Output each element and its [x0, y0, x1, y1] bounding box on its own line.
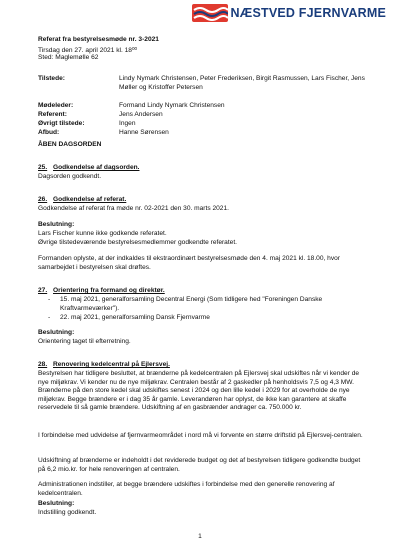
section-28-title: Renovering kedelcentral på Ejlersvej.	[53, 361, 170, 368]
meeting-time-minutes: 00	[131, 46, 138, 51]
section-28-paragraph-2: I forbindelse med udvidelse af fjernvarmeområdet i nord må vi forvente en større driftstid på Ejlersvej-centralen.	[38, 432, 363, 439]
section-25-heading	[38, 164, 368, 173]
absent-value: Hanne Sørensen	[119, 129, 169, 136]
company-logo	[192, 4, 386, 22]
section-28-decision-text: Indstilling godkendt.	[38, 509, 97, 516]
meeting-date-text: Tirsdag den 27. april 2021 kl. 18	[38, 47, 132, 54]
attendees-label: Tilstede:	[38, 75, 65, 82]
bullet-dash: -	[48, 314, 51, 321]
bullet-text: 22. maj 2021, generalforsamling Dansk Fjernvarme	[60, 314, 210, 321]
section-26-note: Formanden oplyste, at der indkaldes til ekstraordinært bestyrelsesmøde den 4. maj 2021 kl. 18.00, hvor samarbejdet i bestyrelsen skal drøftes.	[38, 255, 340, 271]
referent-value: Jens Andersen	[119, 111, 163, 118]
section-26-number: 26.	[38, 196, 48, 203]
section-27-bullet-2	[38, 314, 368, 323]
section-26-heading	[38, 196, 368, 205]
section-28-number: 28.	[38, 361, 48, 368]
document-title: Referat fra bestyrelsesmøde nr. 3-2021	[38, 36, 159, 43]
section-25-text: Dagsorden godkendt.	[38, 173, 102, 180]
section-28-paragraph-3: Udskiftning af brænderne er indeholdt i det reviderede budget og det af bestyrelsen tidligere godkendte budget på 6,2 mio.kr. for hele renoveringen af centralen.	[38, 457, 361, 473]
section-27-number: 27.	[38, 287, 48, 294]
section-26-decision-line-2: Øvrige tilstedeværende bestyrelsesmedlemmer godkendte referatet.	[38, 239, 238, 246]
bullet-dash: -	[48, 296, 51, 303]
section-25-number: 25.	[38, 164, 48, 171]
section-28-heading	[38, 361, 368, 370]
others-present-label: Øvrigt tilstede:	[38, 120, 85, 127]
open-agenda-heading: ÅBEN DAGSORDEN	[38, 141, 102, 148]
attendees-value: Lindy Nymark Christensen, Peter Frederiksen, Birgit Rasmussen, Lars Fischer, Jens Møller og Kristoffer Petersen	[119, 75, 365, 91]
section-26-text: Godkendelse af referat fra møde nr. 02-2021 den 30. marts 2021.	[38, 205, 229, 212]
section-26-decision-line-1: Lars Fischer kunne ikke godkende referatet.	[38, 230, 167, 237]
section-27-title: Orientering fra formand og direktør.	[53, 287, 165, 294]
section-26-decision-label: Beslutning:	[38, 221, 75, 228]
section-28-paragraph-4: Administrationen indstiller, at begge brændere udskiftes i forbindelse med den generelle renovering af kedelcentralen.	[38, 481, 335, 497]
page-number: 1	[198, 533, 202, 540]
section-27-heading	[38, 287, 368, 296]
section-26-title: Godkendelse af referat.	[53, 196, 127, 203]
section-27-decision-label: Beslutning:	[38, 329, 75, 336]
chair-value: Formand Lindy Nymark Christensen	[119, 102, 225, 109]
absent-label: Afbud:	[38, 129, 60, 136]
section-28-decision-label: Beslutning:	[38, 500, 75, 507]
section-27-bullet-1	[38, 296, 368, 313]
others-present-value: Ingen	[119, 120, 136, 127]
logo-text: NÆSTVED FJERNVARME	[230, 6, 386, 20]
section-25-title: Godkendelse af dagsorden.	[53, 164, 140, 171]
referent-label: Referent:	[38, 111, 67, 118]
meeting-place: Sted: Maglemølle 62	[38, 54, 99, 61]
chair-label: Mødeleder:	[38, 102, 74, 109]
bullet-text: 15. maj 2021, generalforsamling Decentral Energi (Som tidligere hed "Foreningen Danske Kraftvarmeværker").	[60, 296, 323, 312]
waves-logo-icon	[192, 4, 228, 22]
section-28-paragraph-1: Bestyrelsen har tidligere besluttet, at brænderne på kedelcentralen på Ejlersvej skal udskiftes når vi kender de nye miljøkrav. Vi kender nu de nye miljøkrav. Centralen består af 2 gaskedler på henholdsvis 7,5 og 4,3 MW. Brænderne på den store kedel skal udskiftes senest i 2024 og den lille kedel i 2029 for at overholde de nye miljøkrav. Begge brændere er i dag 35 år gamle. Leverandøren har oplyst, de ikke kan garantere at skaffe reservedele til så gamle brændere. Udskiftning af en gasbrænder andrager ca. 750.000 kr.	[38, 370, 360, 412]
section-27-decision-text: Orientering taget til efterretning.	[38, 338, 131, 345]
